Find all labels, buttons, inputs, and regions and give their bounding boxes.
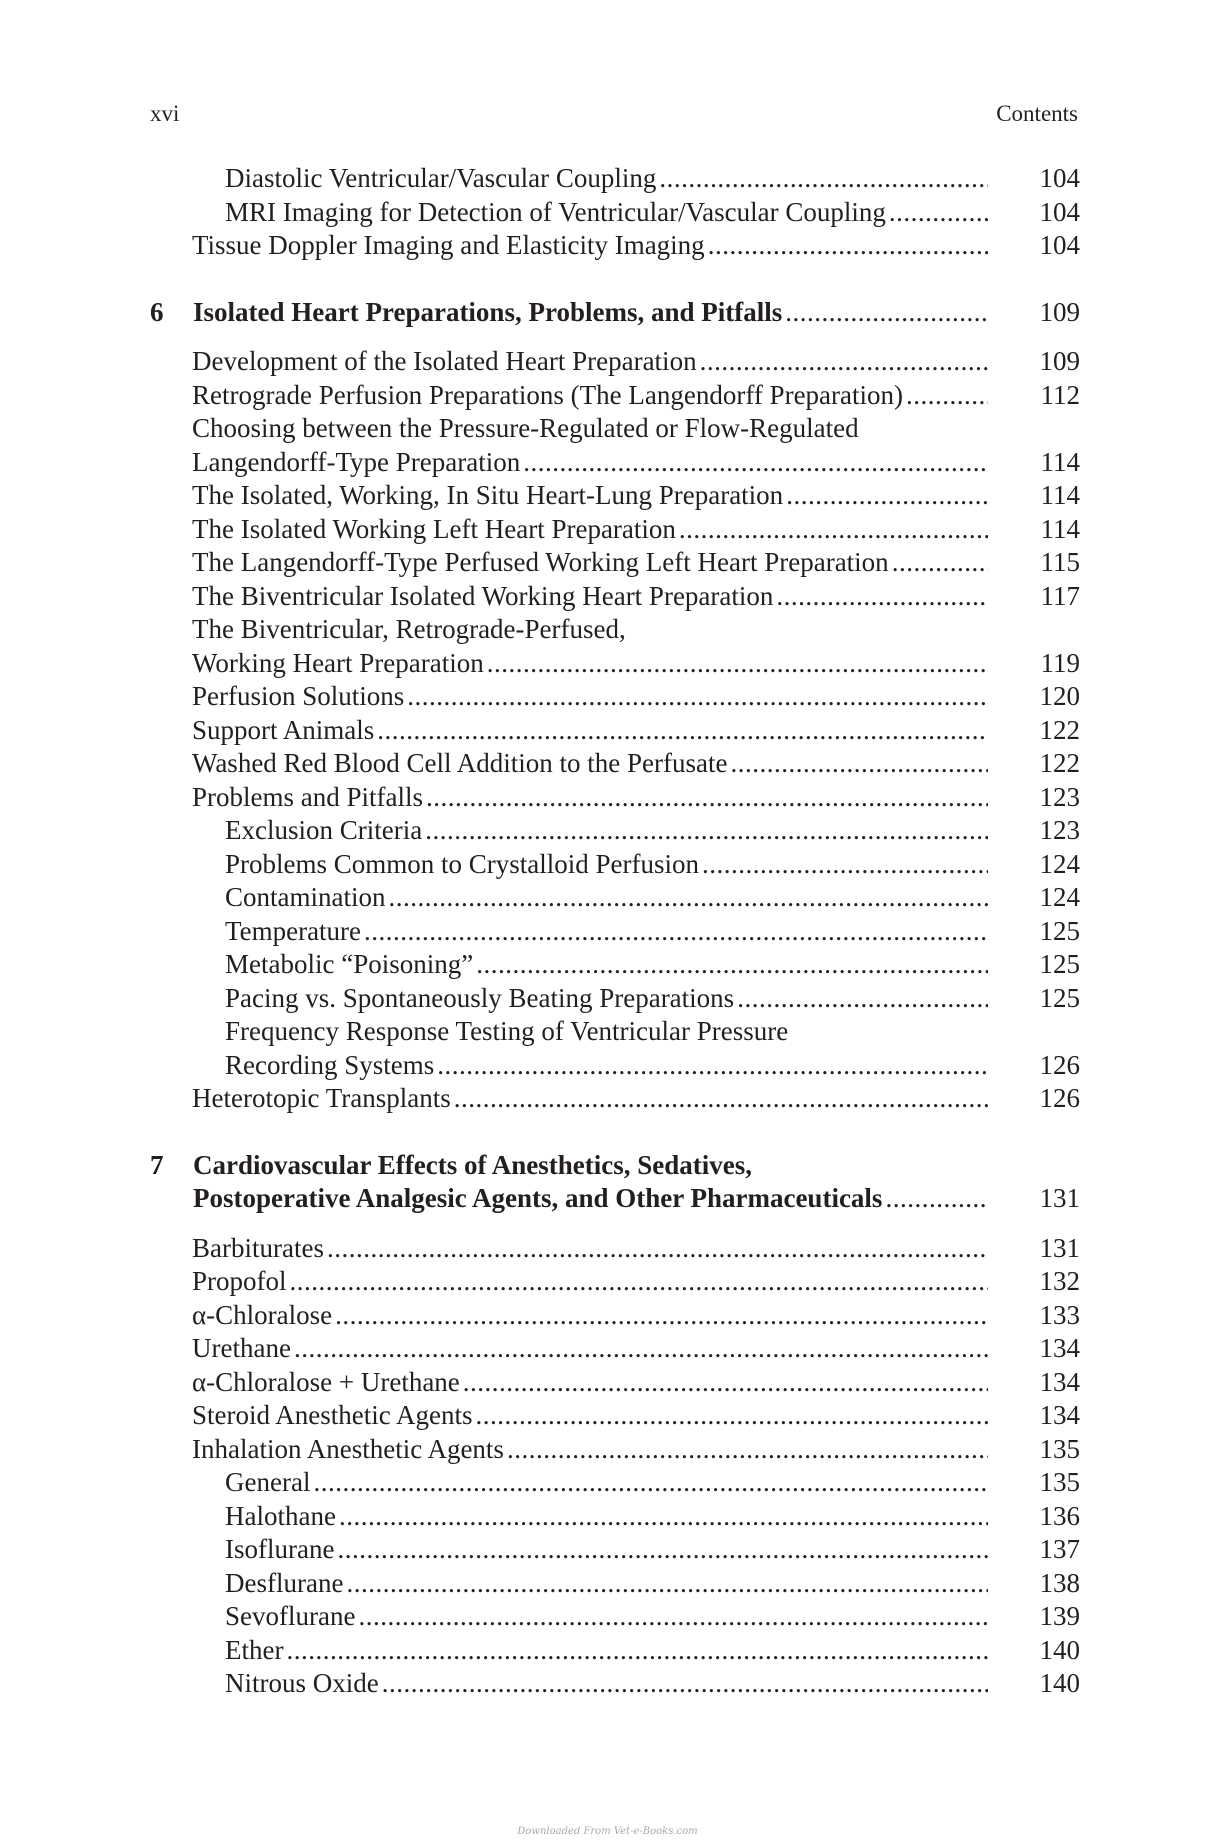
- entry-title: The Isolated, Working, In Situ Heart-Lung Preparation: [192, 480, 784, 510]
- page-reference: 135: [1039, 1467, 1080, 1497]
- toc-entry-row: [150, 546, 1080, 580]
- toc-entry-row: [150, 1015, 1080, 1049]
- page-reference: 123: [1039, 781, 1080, 812]
- toc-entry-row: [150, 680, 1080, 714]
- toc-entry-row: [150, 1567, 1080, 1601]
- toc-entry: [225, 1600, 988, 1634]
- dot-leader: [324, 1232, 988, 1266]
- chapter-number: 6: [150, 296, 164, 327]
- entry-title: Development of the Isolated Heart Preparation: [192, 346, 697, 376]
- entry-title: The Langendorff-Type Perfused Working Left Heart Preparation: [192, 547, 889, 577]
- page-reference: 132: [1039, 1266, 1080, 1296]
- dot-leader: [422, 814, 988, 848]
- page-reference: 115: [1040, 547, 1080, 577]
- entry-title: Exclusion Criteria: [225, 815, 423, 845]
- toc-entry-row: [150, 747, 1080, 781]
- toc-entry: [225, 1667, 988, 1701]
- page-reference: 131: [1039, 1183, 1080, 1213]
- dot-leader: [310, 1466, 988, 1500]
- toc-entry: [192, 379, 988, 413]
- dot-leader: [882, 1182, 988, 1216]
- dot-leader: [451, 1082, 988, 1116]
- entry-title: α-Chloralose + Urethane: [192, 1366, 460, 1397]
- toc-entry: [192, 1082, 988, 1116]
- dot-leader: [343, 1567, 988, 1601]
- page-reference: 131: [1039, 1232, 1080, 1263]
- toc-entry-row: [150, 1332, 1080, 1366]
- entry-title: Nitrous Oxide: [225, 1668, 379, 1698]
- toc-entry: [192, 229, 988, 263]
- entry-title: MRI Imaging for Detection of Ventricular/Vascular Coupling: [225, 196, 886, 227]
- toc-entry: [192, 412, 988, 446]
- entry-title: Diastolic Ventricular/Vascular Coupling: [225, 163, 657, 193]
- chapter-number: 7: [150, 1149, 164, 1180]
- dot-leader: [886, 196, 988, 230]
- toc-entry: [225, 1015, 988, 1049]
- entry-title: Isoflurane: [225, 1534, 335, 1564]
- toc-entry: [225, 196, 988, 230]
- dot-leader: [423, 781, 988, 815]
- entry-title: Washed Red Blood Cell Addition to the Perfusate: [192, 748, 728, 778]
- toc-entry-row: [150, 781, 1080, 815]
- toc-entry-row: [150, 1500, 1080, 1534]
- page-reference: 126: [1039, 1083, 1080, 1113]
- page-number: xvi: [150, 101, 180, 126]
- toc-entry-row: [150, 881, 1080, 915]
- dot-leader: [374, 714, 988, 748]
- entry-title: Halothane: [225, 1500, 336, 1531]
- dot-leader: [520, 446, 988, 480]
- entry-title: Desflurane: [225, 1567, 344, 1598]
- page-reference: 126: [1039, 1049, 1080, 1080]
- dot-leader: [332, 1299, 988, 1333]
- toc-entry-row: [150, 1667, 1080, 1701]
- entry-title: Problems and Pitfalls: [192, 781, 423, 812]
- entry-title: The Isolated Working Left Heart Preparation: [192, 513, 676, 544]
- toc-entry: [192, 1332, 988, 1366]
- toc-entry-row: [150, 1399, 1080, 1433]
- chapter-title: Cardiovascular Effects of Anesthetics, Sedatives,: [193, 1149, 752, 1180]
- toc-chapter-row: [150, 1149, 1080, 1183]
- toc-entry: [192, 1265, 988, 1299]
- entry-title: Propofol: [192, 1266, 287, 1296]
- toc-entry: [192, 747, 988, 781]
- toc-entry: [192, 781, 988, 815]
- dot-leader: [460, 1366, 988, 1400]
- dot-leader: [903, 379, 988, 413]
- chapter-title-line: [193, 1149, 988, 1183]
- toc-entry-row: [150, 1533, 1080, 1567]
- entry-title: Urethane: [192, 1333, 291, 1363]
- page-reference: 104: [1039, 163, 1080, 193]
- toc-entry-row: [150, 379, 1080, 413]
- page-reference: 114: [1040, 446, 1080, 477]
- toc-entry-row: [150, 1049, 1080, 1083]
- dot-leader: [355, 1600, 988, 1634]
- toc-entry-row: [150, 1265, 1080, 1299]
- dot-leader: [697, 345, 988, 379]
- toc-entry-row: [150, 513, 1080, 547]
- entry-title: Steroid Anesthetic Agents: [192, 1400, 473, 1430]
- entry-title: Perfusion Solutions: [192, 681, 405, 711]
- page-reference: 114: [1040, 480, 1080, 510]
- page-reference: 138: [1039, 1567, 1080, 1598]
- toc-entry-row: [150, 162, 1080, 196]
- entry-title: Choosing between the Pressure-Regulated or Flow-Regulated: [192, 413, 859, 443]
- page-reference: 109: [1039, 346, 1080, 376]
- page-reference: 135: [1039, 1433, 1080, 1464]
- toc-entry-row: [150, 647, 1080, 681]
- toc-entry-row: [150, 1082, 1080, 1116]
- toc-entry-row: [150, 1366, 1080, 1400]
- page-reference: 124: [1039, 882, 1080, 912]
- entry-title: Problems Common to Crystalloid Perfusion: [225, 848, 700, 879]
- dot-leader: [336, 1500, 988, 1534]
- entry-title: Working Heart Preparation: [192, 647, 484, 678]
- toc-entry: [225, 1466, 988, 1500]
- chapter-title: Postoperative Analgesic Agents, and Other Pharmaceuticals: [193, 1183, 883, 1213]
- toc-entry-row: [150, 1634, 1080, 1668]
- toc-entry: [192, 1399, 988, 1433]
- toc-entry: [192, 513, 988, 547]
- toc-entry-row: [150, 915, 1080, 949]
- toc-entry: [225, 881, 988, 915]
- toc-entry-row: [150, 1433, 1080, 1467]
- entry-title: Retrograde Perfusion Preparations (The Langendorff Preparation): [192, 379, 904, 410]
- entry-title: Frequency Response Testing of Ventricular Pressure: [225, 1016, 789, 1046]
- page-reference: 123: [1039, 815, 1080, 845]
- dot-leader: [889, 546, 988, 580]
- dot-leader: [291, 1332, 988, 1366]
- page-reference: 134: [1039, 1400, 1080, 1430]
- toc-entry-row: [150, 580, 1080, 614]
- toc-entry-row: [150, 982, 1080, 1016]
- page-reference: 125: [1039, 982, 1080, 1013]
- toc-chapter-row: [150, 296, 1080, 330]
- dot-leader: [473, 948, 988, 982]
- entry-title: The Biventricular, Retrograde-Perfused,: [192, 614, 626, 644]
- running-title: Contents: [996, 101, 1078, 126]
- toc-entry-row: [150, 1232, 1080, 1266]
- entry-title: Contamination: [225, 882, 386, 912]
- dot-leader: [728, 747, 988, 781]
- page-reference: 109: [1039, 296, 1080, 327]
- toc-entry-row: [150, 196, 1080, 230]
- toc-entry: [225, 162, 988, 196]
- page-reference: 133: [1039, 1299, 1080, 1330]
- toc-entry: [192, 613, 988, 647]
- entry-title: Tissue Doppler Imaging and Elasticity Imaging: [192, 230, 705, 260]
- toc-entry: [192, 1366, 988, 1400]
- toc-entry: [225, 1634, 988, 1668]
- page-reference: 134: [1039, 1366, 1080, 1397]
- toc-entry-row: [150, 1299, 1080, 1333]
- dot-leader: [783, 479, 988, 513]
- toc-entry: [225, 948, 988, 982]
- page-reference: 104: [1039, 196, 1080, 227]
- page-reference: 104: [1039, 230, 1080, 260]
- entry-title: Sevoflurane: [225, 1601, 356, 1631]
- dot-leader: [287, 1265, 989, 1299]
- dot-leader: [404, 680, 988, 714]
- page-reference: 124: [1039, 848, 1080, 879]
- dot-leader: [734, 982, 988, 1016]
- page-reference: 136: [1039, 1500, 1080, 1531]
- entry-title: α-Chloralose: [192, 1299, 333, 1330]
- toc-chapter-row: [150, 1182, 1080, 1216]
- page-reference: 112: [1040, 379, 1080, 410]
- entry-title: Ether: [225, 1634, 284, 1665]
- toc-entry: [192, 546, 988, 580]
- toc-entry-row: [150, 479, 1080, 513]
- toc-entry: [192, 1232, 988, 1266]
- dot-leader: [676, 513, 988, 547]
- toc-entry: [192, 345, 988, 379]
- page-reference: 122: [1039, 714, 1080, 745]
- dot-leader: [484, 647, 988, 681]
- dot-leader: [334, 1533, 988, 1567]
- toc-entry-row: [150, 848, 1080, 882]
- dot-leader: [379, 1667, 988, 1701]
- toc-entry: [225, 982, 988, 1016]
- dot-leader: [385, 881, 988, 915]
- dot-leader: [361, 915, 988, 949]
- toc-entry-row: [150, 1466, 1080, 1500]
- page-reference: 137: [1039, 1534, 1080, 1564]
- toc-entry: [225, 1049, 988, 1083]
- entry-title: Barbiturates: [192, 1232, 324, 1263]
- page-reference: 140: [1039, 1668, 1080, 1698]
- entry-title: Metabolic “Poisoning”: [225, 949, 474, 979]
- dot-leader: [699, 848, 988, 882]
- toc-entry: [192, 1433, 988, 1467]
- toc-entry: [225, 1533, 988, 1567]
- dot-leader: [782, 296, 988, 330]
- dot-leader: [434, 1049, 988, 1083]
- dot-leader: [504, 1433, 988, 1467]
- toc-entry-row: [150, 412, 1080, 446]
- entry-title: Temperature: [225, 915, 362, 946]
- toc-entry-row: [150, 345, 1080, 379]
- page-reference: 120: [1039, 681, 1080, 711]
- watermark: Downloaded From Vet-e-Books.com: [517, 1826, 698, 1837]
- page-reference: 122: [1039, 748, 1080, 778]
- entry-title: General: [225, 1467, 311, 1497]
- entry-title: Recording Systems: [225, 1049, 435, 1080]
- page-reference: 140: [1039, 1634, 1080, 1665]
- entry-title: Pacing vs. Spontaneously Beating Preparations: [225, 982, 735, 1013]
- dot-leader: [656, 162, 988, 196]
- dot-leader: [283, 1634, 988, 1668]
- chapter-title-line: [193, 296, 988, 330]
- entry-title: Langendorff-Type Preparation: [192, 446, 521, 477]
- page-reference: 125: [1039, 915, 1080, 946]
- toc-entry-row: [150, 948, 1080, 982]
- dot-leader: [773, 580, 988, 614]
- entry-title: Heterotopic Transplants: [192, 1083, 451, 1113]
- page-reference: 134: [1039, 1333, 1080, 1363]
- toc-entry-row: [150, 814, 1080, 848]
- entry-title: The Biventricular Isolated Working Heart Preparation: [192, 580, 774, 611]
- toc-entry-row: [150, 613, 1080, 647]
- dot-leader: [705, 229, 988, 263]
- toc-entry: [225, 1567, 988, 1601]
- chapter-title: Isolated Heart Preparations, Problems, and Pitfalls: [193, 296, 783, 327]
- page-reference: 114: [1040, 513, 1080, 544]
- entry-title: Support Animals: [192, 714, 375, 745]
- toc-entry: [192, 479, 988, 513]
- toc-entry: [225, 915, 988, 949]
- toc-entry: [192, 714, 988, 748]
- entry-title: Inhalation Anesthetic Agents: [192, 1433, 504, 1464]
- toc-entry: [192, 680, 988, 714]
- toc-entry-row: [150, 714, 1080, 748]
- table-of-contents: [150, 162, 1080, 1701]
- chapter-title-line: [193, 1182, 988, 1216]
- page-reference: 119: [1040, 647, 1080, 678]
- toc-entry: [225, 848, 988, 882]
- page-reference: 125: [1039, 949, 1080, 979]
- page-reference: 117: [1040, 580, 1080, 611]
- toc-entry-row: [150, 1600, 1080, 1634]
- toc-entry: [225, 814, 988, 848]
- toc-entry: [192, 580, 988, 614]
- toc-entry: [192, 647, 988, 681]
- toc-entry-row: [150, 229, 1080, 263]
- dot-leader: [472, 1399, 988, 1433]
- page-reference: 139: [1039, 1601, 1080, 1631]
- toc-entry-row: [150, 446, 1080, 480]
- toc-entry: [192, 1299, 988, 1333]
- toc-entry: [192, 446, 988, 480]
- toc-entry: [225, 1500, 988, 1534]
